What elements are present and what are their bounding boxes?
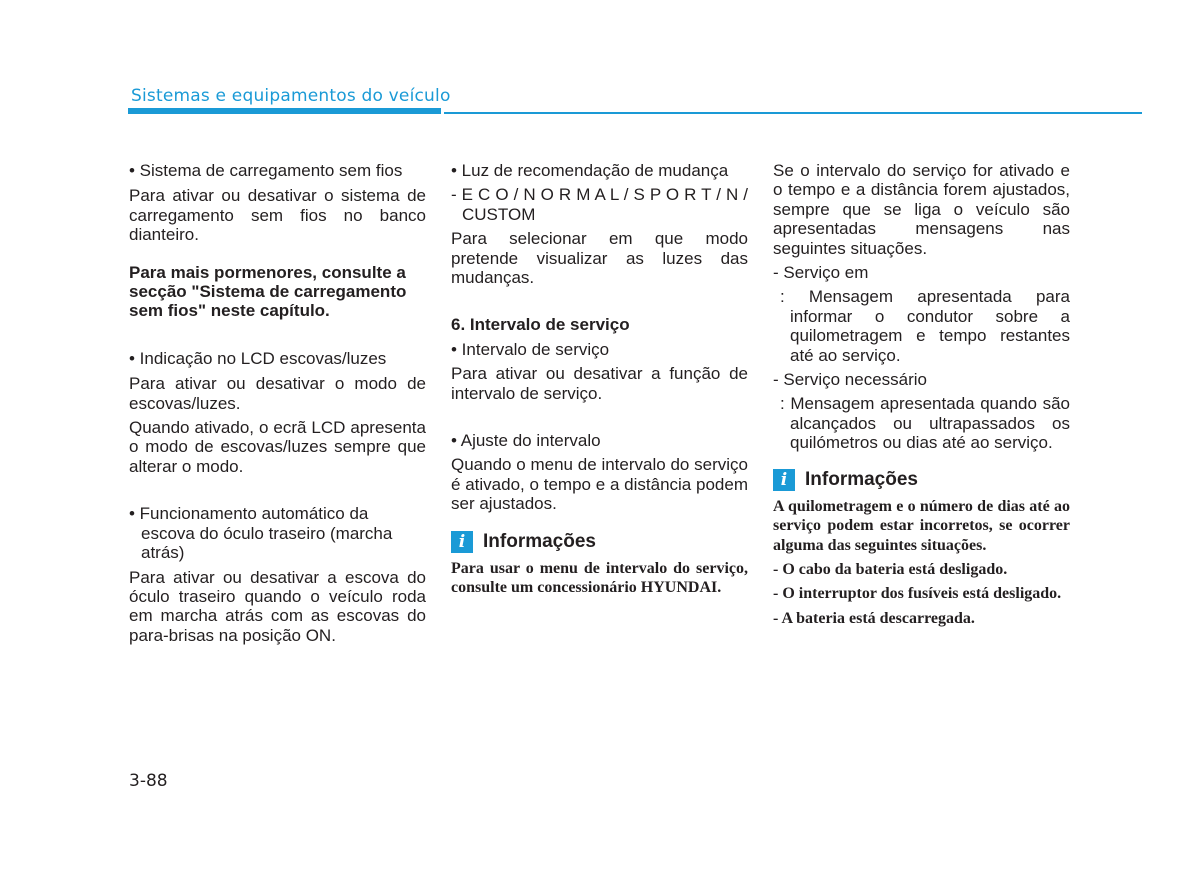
header-accent-bar — [128, 108, 441, 114]
rear-wiper-text: Para ativar ou desativar a escova do óculo traseiro quando o veículo roda em marcha atrás com as escovas do para-brisas na posição ON. — [129, 567, 426, 645]
service-in-description: : Mensagem apresentada para informar o condutor sobre a quilometragem e tempo restantes até ao serviço. — [780, 287, 1070, 365]
info-box-text: A quilometragem e o número de dias até ao serviço podem estar incorretos, se ocorrer alguma das seguintes situações. — [773, 497, 1070, 554]
page-number: 3-88 — [129, 771, 168, 791]
interval-adjust-text: Quando o menu de intervalo do serviço é ativado, o tempo e a distância podem ser ajustados. — [451, 455, 748, 514]
info-box-text: Para usar o menu de intervalo do serviço, consulte um concessionário HYUNDAI. — [451, 559, 748, 597]
service-in-item: - Serviço em — [773, 263, 869, 283]
interval-adjust-bullet: • Ajuste do intervalo — [451, 431, 601, 451]
service-interval-bullet: • Intervalo de serviço — [451, 339, 610, 359]
gear-recommendation-text: Para selecionar em que modo pretende visualizar as luzes das mudanças. — [451, 229, 748, 288]
header-rule — [444, 112, 1142, 114]
service-needed-description: : Mensagem apresentada quando são alcançados ou ultrapassados os quilómetros ou dias até ao serviço. — [780, 394, 1070, 453]
info-list-item: - O interruptor dos fusíveis está desligado. — [773, 585, 1062, 603]
info-box-header — [773, 469, 1070, 491]
section-title: Sistemas e equipamentos do veículo — [131, 86, 451, 106]
rear-wiper-bullet: • Funcionamento automático da escova do óculo traseiro (marcha atrás) — [129, 504, 393, 563]
info-box-header — [451, 531, 748, 553]
service-interval-heading: 6. Intervalo de serviço — [451, 315, 630, 335]
wireless-charging-bullet: • Sistema de carregamento sem fios — [129, 161, 403, 180]
info-list-item: - A bateria está descarregada. — [773, 609, 975, 627]
info-list-item: - O cabo da bateria está desligado. — [773, 560, 1008, 578]
column-1 — [129, 161, 426, 645]
lcd-indication-text: Para ativar ou desativar o modo de escovas/luzes. — [129, 374, 426, 413]
service-interval-text: Para ativar ou desativar a função de intervalo de serviço. — [451, 364, 748, 403]
column-2 — [451, 161, 748, 598]
service-messages-intro: Se o intervalo do serviço for ativado e o tempo e a distância forem ajustados, sempre que se liga o veículo são apresentadas mensagens nas seguintes situações. — [773, 161, 1070, 258]
service-needed-item: - Serviço necessário — [773, 370, 928, 390]
gear-recommendation-bullet: • Luz de recomendação de mudança — [451, 161, 729, 180]
lcd-indication-bullet: • Indicação no LCD escovas/luzes — [129, 348, 387, 368]
info-box-title: Informações — [805, 468, 918, 490]
info-icon: i — [773, 469, 795, 491]
wireless-charging-text: Para ativar ou desativar o sistema de carregamento sem fios no banco dianteiro. — [129, 186, 426, 245]
info-icon: i — [451, 531, 473, 553]
wireless-charging-note: Para mais pormenores, consulte a secção "Sistema de carregamento sem fios" neste capítulo. — [129, 262, 407, 321]
gear-modes-list: - E C O / N O R M A L / S P O R T / N / CUSTOM — [451, 185, 748, 224]
lcd-indication-text-2: Quando ativado, o ecrã LCD apresenta o modo de escovas/luzes sempre que alterar o modo. — [129, 418, 426, 476]
column-3 — [773, 161, 1070, 628]
info-box-title: Informações — [483, 530, 596, 552]
